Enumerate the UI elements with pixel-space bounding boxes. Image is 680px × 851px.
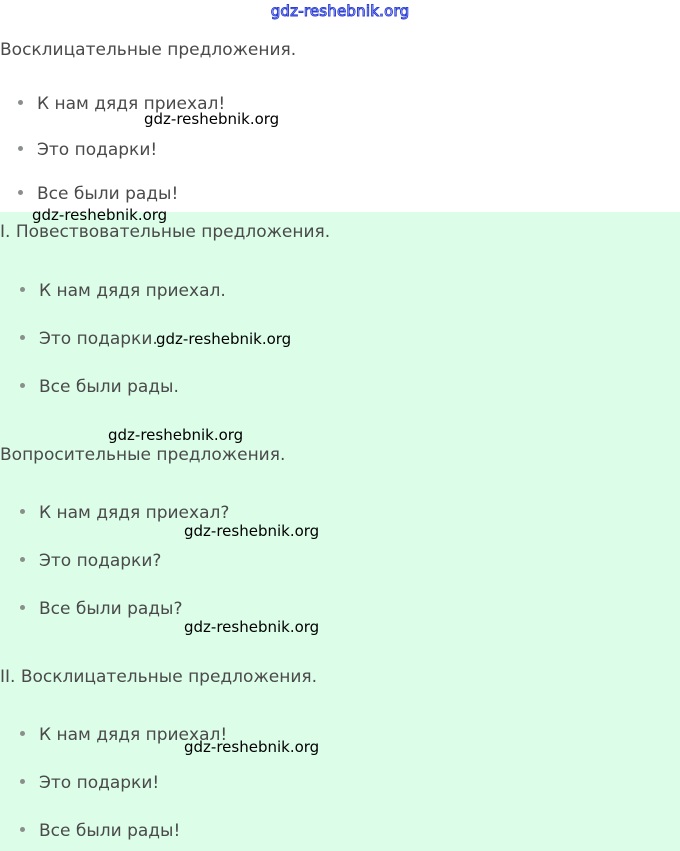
bullet-icon [20, 383, 25, 388]
green-section [0, 212, 680, 851]
bullet-icon [20, 779, 25, 784]
list-item: Это подарки. [20, 329, 158, 349]
watermark: gdz-reshebnik.org [32, 206, 168, 224]
watermark: gdz-reshebnik.org [184, 738, 320, 756]
bullet-icon [20, 827, 25, 832]
site-header-link[interactable]: gdz-reshebnik.org [270, 2, 410, 20]
list-item: К нам дядя приехал? [20, 503, 229, 523]
list-item: Это подарки! [20, 773, 159, 793]
bullet-icon [18, 190, 23, 195]
top-heading: Восклицательные предложения. [0, 40, 297, 60]
bullet-icon [20, 557, 25, 562]
watermark: gdz-reshebnik.org [108, 426, 244, 444]
list-item: Все были рады. [20, 377, 179, 397]
bullet-icon [20, 335, 25, 340]
section-heading: Вопросительные предложения. [0, 445, 286, 465]
watermark: gdz-reshebnik.org [184, 522, 320, 540]
bullet-icon [20, 287, 25, 292]
list-item: Это подарки? [20, 551, 161, 571]
list-item: К нам дядя приехал! [18, 94, 225, 114]
list-item: Это подарки! [18, 140, 157, 160]
bullet-icon [20, 731, 25, 736]
list-item: Все были рады? [20, 599, 183, 619]
watermark: gdz-reshebnik.org [184, 618, 320, 636]
list-item: Все были рады! [18, 184, 178, 204]
watermark: gdz-reshebnik.org [144, 110, 280, 128]
bullet-icon [20, 509, 25, 514]
section-heading: II. Восклицательные предложения. [0, 667, 318, 687]
section-heading: I. Повествовательные предложения. [0, 222, 331, 242]
bullet-icon [20, 605, 25, 610]
list-item: К нам дядя приехал! [20, 725, 227, 745]
list-item: К нам дядя приехал. [20, 281, 226, 301]
list-item: Все были рады! [20, 821, 180, 841]
watermark: gdz-reshebnik.org [156, 330, 292, 348]
bullet-icon [18, 100, 23, 105]
bullet-icon [18, 146, 23, 151]
